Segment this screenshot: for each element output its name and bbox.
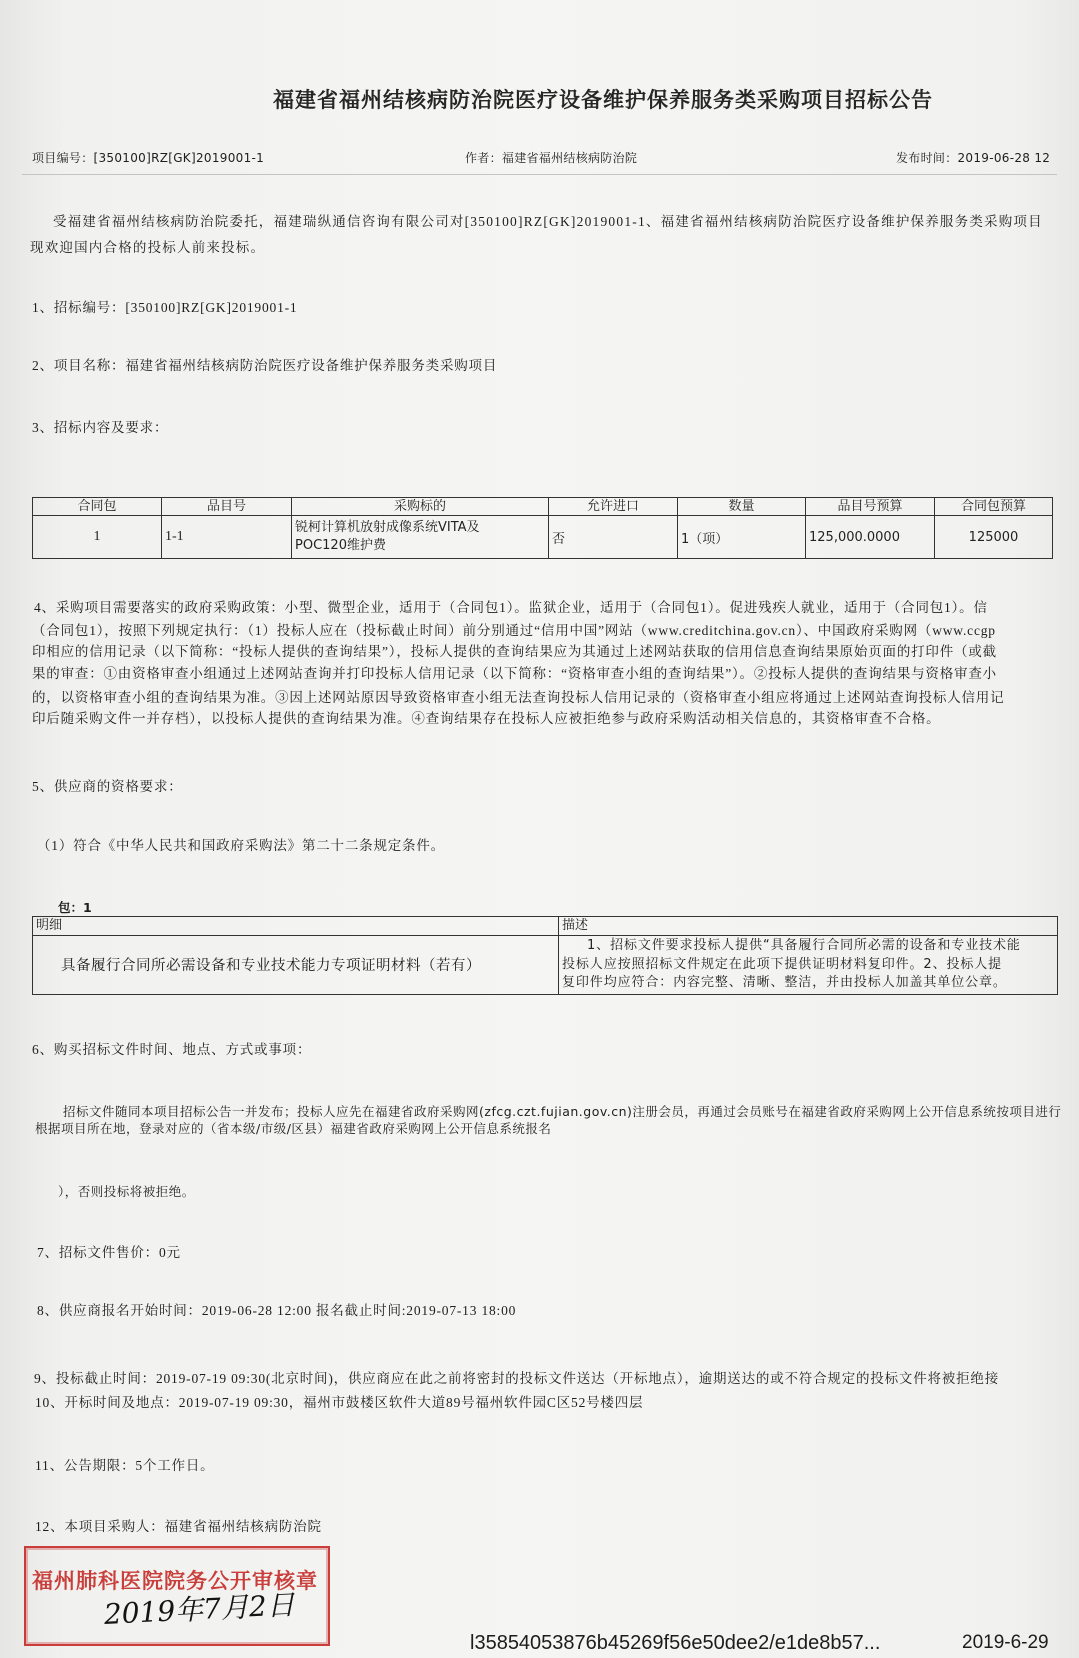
footer-date: 2019-6-29	[962, 1632, 1049, 1653]
document-price: 7、招标文件售价：0元	[37, 1245, 181, 1260]
intro-line: 受福建省福州结核病防治院委托，福建瑞纵通信咨询有限公司对[350100]RZ[GK]2019001-1、福建省福州结核病防治院医疗设备维护保养服务类采购项目	[53, 214, 1043, 229]
purchase-text-line: 根据项目所在地，登录对应的（省本级/市级/区县）福建省政府采购网上公开信息系统报名	[35, 1121, 552, 1136]
policy-line: 4、采购项目需要落实的政府采购政策：小型、微型企业，适用于（合同包1）。监狱企业，适用于（合同包1）。促进残疾人就业，适用于（合同包1）。信	[34, 600, 988, 615]
description-line: 1、招标文件要求投标人提供“具备履行合同所必需的设备和专业技术能	[587, 938, 1021, 953]
table-row	[33, 936, 1058, 995]
cell-quantity: 1（项）	[678, 516, 806, 559]
project-number: 项目编号：[350100]RZ[GK]2019001-1	[32, 151, 265, 165]
policy-line: 印相应的信用记录（以下简称：“投标人提供的查询结果”），投标人提供的查询结果应为其通过上述网站获取的信用信息查询结果原始页面的打印件（或截	[32, 644, 997, 659]
registration-time: 8、供应商报名开始时间：2019-06-28 12:00 报名截止时间:2019-07-13 18:00	[37, 1303, 517, 1318]
cell-subject	[292, 516, 549, 559]
cell-package-budget: 125000	[935, 516, 1053, 559]
tender-number: 1、招标编号：[350100]RZ[GK]2019001-1	[32, 300, 298, 315]
header-package: 合同包	[33, 498, 162, 516]
policy-line: （合同包1），按照下列规定执行：（1）投标人应在（投标截止时间）前分别通过“信用中国”网站（www.creditchina.gov.cn）、中国政府采购网（www.ccgp	[32, 623, 996, 638]
table-header-row	[33, 917, 1058, 936]
bid-deadline: 9、投标截止时间：2019-07-19 09:30(北京时间)，供应商应在此之前将密封的投标文件送达（开标地点），逾期送达的或不符合规定的投标文件将被拒绝接	[34, 1371, 1000, 1386]
notice-period: 11、公告期限：5个工作日。	[35, 1458, 215, 1473]
cell-subject-line: 锐柯计算机放射成像系统VITA及	[295, 520, 480, 535]
page-title: 福建省福州结核病防治院医疗设备维护保养服务类采购项目招标公告	[273, 88, 933, 112]
content-heading: 3、招标内容及要求：	[32, 420, 169, 435]
intro-line: 现欢迎国内合格的投标人前来投标。	[30, 240, 266, 255]
header-detail: 明细	[33, 917, 559, 936]
header-import: 允许进口	[549, 498, 678, 516]
cell-item-budget: 125,000.0000	[806, 516, 935, 559]
cell-package: 1	[33, 516, 162, 559]
table-row	[33, 516, 1053, 559]
table-header-row	[33, 498, 1053, 516]
footer-url: l35854053876b45269f56e50dee2/e1de8b57...	[470, 1632, 881, 1654]
purchase-text-line: 招标文件随同本项目招标公告一并发布；投标人应先在福建省政府采购网(zfcg.czt.fujian.gov.cn)注册会员，再通过会员账号在福建省政府采购网上公开信息系统按项目进行	[63, 1104, 1062, 1119]
purchase-heading: 6、购买招标文件时间、地点、方式或事项：	[32, 1042, 312, 1057]
header-quantity: 数量	[678, 498, 806, 516]
policy-line: 果的审查：①由资格审查小组通过上述网站查询并打印投标人信用记录（以下简称：“资格审查小组的查询结果”）。②投标人提供的查询结果与资格审查小	[32, 666, 997, 681]
header-divider	[22, 174, 1057, 175]
header-description: 描述	[559, 917, 1058, 936]
cell-description	[559, 936, 1058, 995]
cell-subject-line: POC120维护费	[295, 538, 386, 553]
project-name: 2、项目名称：福建省福州结核病防治院医疗设备维护保养服务类采购项目	[32, 358, 498, 373]
qualification-heading: 5、供应商的资格要求：	[32, 779, 183, 794]
qualification-item: （1）符合《中华人民共和国政府采购法》第二十二条规定条件。	[37, 838, 445, 853]
cell-item-no: 1-1	[162, 516, 292, 559]
header-package-budget: 合同包预算	[935, 498, 1053, 516]
description-line: 复印件均应符合：内容完整、清晰、整洁，并由投标人加盖其单位公章。	[562, 975, 1007, 990]
publish-time: 发布时间：2019-06-28 12	[896, 151, 1051, 165]
header-subject: 采购标的	[292, 498, 549, 516]
opening-time-place: 10、开标时间及地点：2019-07-19 09:30，福州市鼓楼区软件大道89号福州软件园C区52号楼四层	[35, 1395, 644, 1410]
description-line: 投标人应按照招标文件规定在此项下提供证明材料复印件。2、投标人提	[562, 956, 1003, 972]
cell-import: 否	[549, 516, 678, 559]
stamp-text: 福州肺科医院院务公开审核章	[32, 1569, 318, 1593]
purchase-note: ），否则投标将被拒绝。	[58, 1184, 195, 1199]
policy-line: 印后随采购文件一并存档），以投标人提供的查询结果为准。④查询结果存在投标人应被拒绝参与政府采购活动相关信息的，其资格审查不合格。	[32, 711, 941, 726]
policy-line: 的，以资格审查小组的查询结果为准。③因上述网站原因导致资格审查小组无法查询投标人信用记录的（资格审查小组应将通过上述网站查询投标人信用记	[32, 690, 1005, 705]
qualification-table	[32, 916, 1058, 995]
header-item-no: 品目号	[162, 498, 292, 516]
header-item-budget: 品目号预算	[806, 498, 935, 516]
handwritten-date: 2019年7月2日	[103, 1588, 296, 1631]
cell-detail: 具备履行合同所必需设备和专业技术能力专项证明材料（若有）	[33, 936, 559, 995]
bid-table	[32, 497, 1053, 559]
author: 作者：福建省福州结核病防治院	[465, 151, 638, 165]
package-label: 包：1	[58, 900, 92, 915]
purchaser: 12、本项目采购人：福建省福州结核病防治院	[35, 1519, 322, 1534]
